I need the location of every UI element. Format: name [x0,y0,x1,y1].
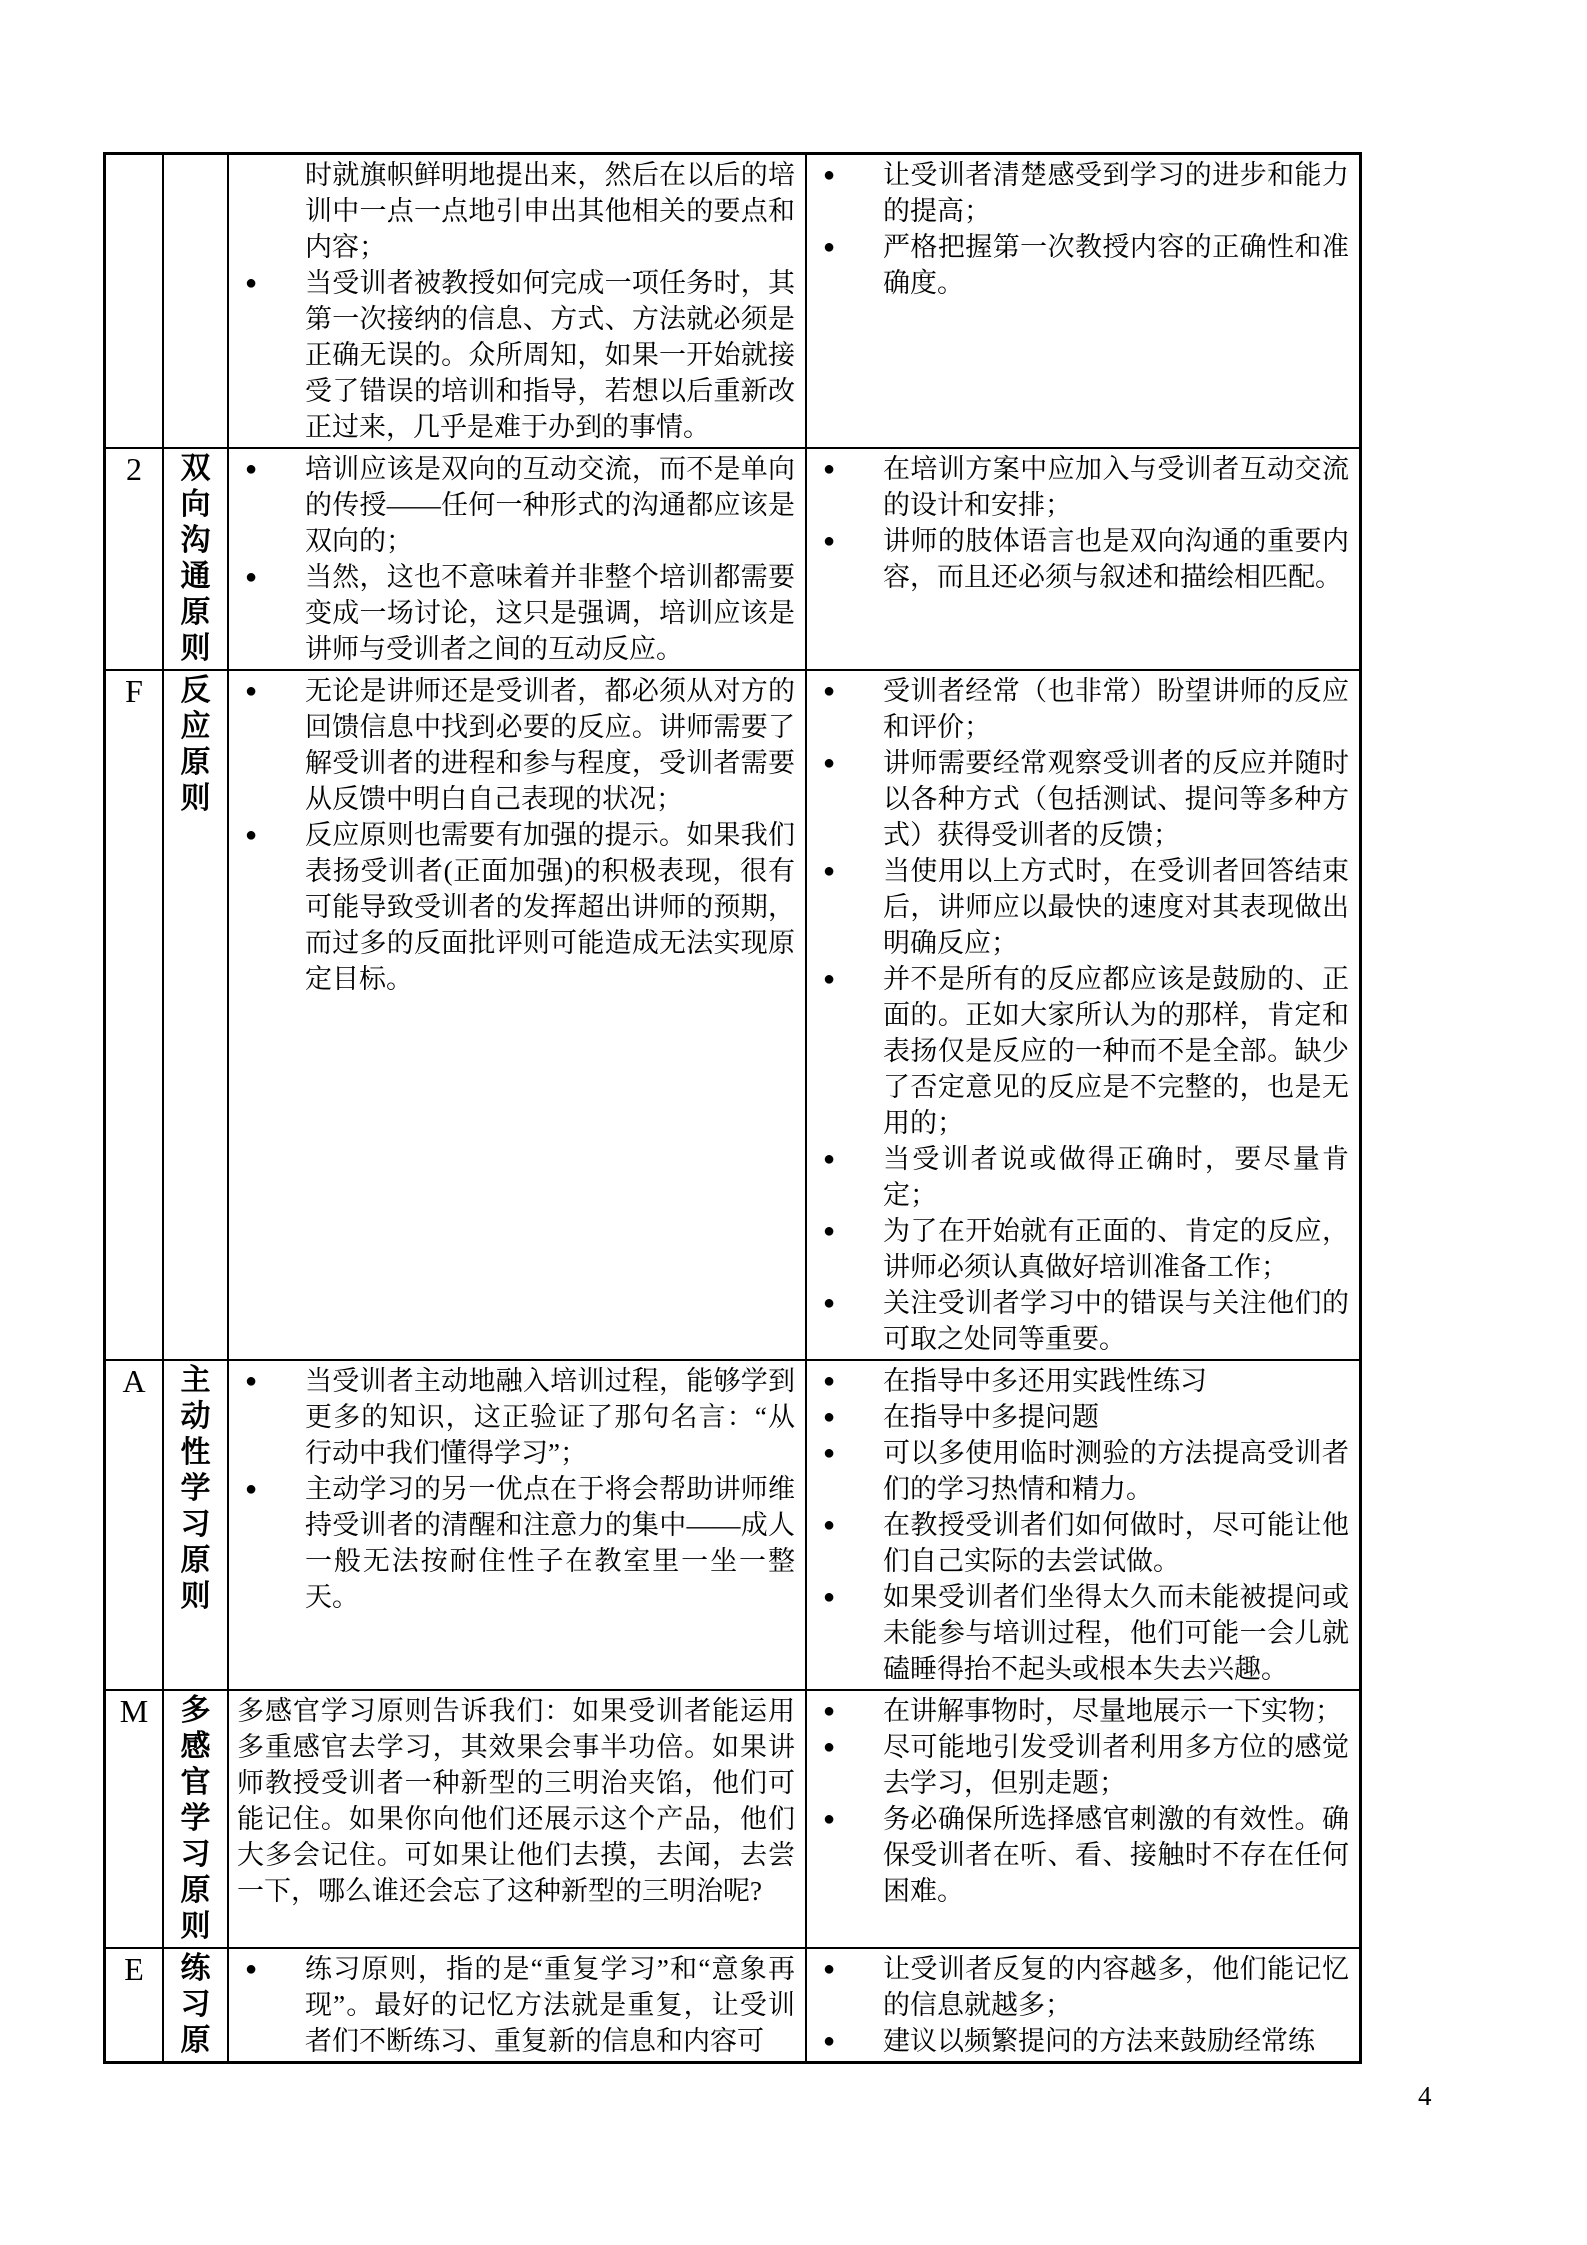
principle-title: 多感官学习原则 [180,1694,211,1943]
item-text: 在教授受训者们如何做时，尽可能让他们自己实际的去尝试做。 [883,1510,1349,1576]
principle-description-cell [228,670,806,1360]
training-principles-table [103,152,1362,2064]
list-item [229,1471,805,1615]
item-text: 让受训者反复的内容越多，他们能记忆的信息就越多； [883,1954,1349,2020]
bullet-icon: ● [823,458,836,480]
list-item [229,673,805,817]
list-item [807,961,1359,1141]
list-item [229,1951,805,2059]
list-item [807,1141,1359,1213]
list-item [229,1363,805,1471]
bullet-icon: ● [245,458,258,480]
row-title-cell [163,1948,228,2063]
row-id-cell: E [105,1948,164,2063]
item-text: 在指导中多提问题 [883,1402,1099,1432]
item-text: 多感官学习原则告诉我们：如果受训者能运用多重感官去学习，其效果会事半功倍。如果讲师教授受训者一种新型的三明治夹馅，他们可能记住。如果你向他们还展示这个产品，他们大多会记住。可如果让他们去摸，去闻，去尝一下，哪么谁还会忘了这种新型的三明治呢? [237,1696,795,1906]
principle-description-cell [228,1690,806,1948]
list-item [807,1399,1359,1435]
item-text: 尽可能地引发受训者利用多方位的感觉去学习，但别走题； [883,1732,1349,1798]
item-text: 练习原则，指的是“重复学习”和“意象再现”。最好的记忆方法就是重复，让受训者们不断练习、重复新的信息和内容可 [305,1954,795,2056]
item-text: 当受训者被教授如何完成一项任务时，其第一次接纳的信息、方式、方法就必须是正确无误的。众所周知，如果一开始就接受了错误的培训和指导，若想以后重新改正过来，几乎是难于办到的事情。 [305,268,795,442]
principle-application-cell [806,448,1361,670]
table-row [105,1690,1361,1948]
bullet-icon: ● [823,1370,836,1392]
bullet-icon: ● [823,1958,836,1980]
item-text: 反应原则也需要有加强的提示。如果我们表扬受训者(正面加强)的积极表现，很有可能导致受训者的发挥超出讲师的预期，而过多的反面批评则可能造成无法实现原定目标。 [305,820,795,994]
bullet-icon: ● [823,1220,836,1242]
item-text: 让受训者清楚感受到学习的进步和能力的提高； [883,160,1349,226]
page-number: 4 [1418,2081,1432,2111]
bullet-icon: ● [823,236,836,258]
list-item [807,1213,1359,1285]
bullet-icon: ● [823,1442,836,1464]
item-text: 当然，这也不意味着并非整个培训都需要变成一场讨论，这只是强调，培训应该是讲师与受训者之间的互动反应。 [305,562,795,664]
list-item [807,673,1359,745]
list-item [807,1951,1359,2023]
row-title-cell [163,448,228,670]
list-item [807,853,1359,961]
row-id-cell: M [105,1690,164,1948]
bullet-icon: ● [823,1514,836,1536]
item-text: 无论是讲师还是受训者，都必须从对方的回馈信息中找到必要的反应。讲师需要了解受训者的进程和参与程度，受训者需要从反馈中明白自己表现的状况； [305,676,795,814]
table-row [105,154,1361,449]
item-text: 在指导中多还用实践性练习 [883,1366,1207,1396]
list-item [229,1693,805,1909]
row-title-cell [163,1360,228,1690]
list-item [807,157,1359,229]
bullet-icon: ● [245,1370,258,1392]
list-item [807,1363,1359,1399]
item-text: 时就旗帜鲜明地提出来，然后在以后的培训中一点一点地引申出其他相关的要点和内容； [305,160,795,262]
list-item [229,451,805,559]
principle-description-cell [228,1360,806,1690]
table-row [105,448,1361,670]
principle-title: 练习原 [180,1952,211,2057]
principle-application-cell [806,1690,1361,1948]
bullet-icon: ● [245,1478,258,1500]
row-title-cell [163,670,228,1360]
item-text: 并不是所有的反应都应该是鼓励的、正面的。正如大家所认为的那样，肯定和表扬仅是反应的一种而不是全部。缺少了否定意见的反应是不完整的，也是无用的； [883,964,1349,1138]
bullet-icon: ● [245,272,258,294]
bullet-icon: ● [823,1292,836,1314]
table-row [105,670,1361,1360]
item-text: 为了在开始就有正面的、肯定的反应，讲师必须认真做好培训准备工作； [883,1216,1349,1282]
list-item [807,1507,1359,1579]
item-text: 当受训者说或做得正确时，要尽量肯定； [883,1144,1349,1210]
item-text: 讲师需要经常观察受训者的反应并随时以各种方式（包括测试、提问等多种方式）获得受训者的反馈； [883,748,1349,850]
bullet-icon: ● [823,2030,836,2052]
bullet-icon: ● [245,1958,258,1980]
principle-description-cell [228,154,806,449]
list-item [807,1729,1359,1801]
item-text: 主动学习的另一优点在于将会帮助讲师维持受训者的清醒和注意力的集中——成人一般无法按耐住性子在教室里一坐一整天。 [305,1474,795,1612]
principle-application-cell [806,1360,1361,1690]
list-item [807,2023,1359,2059]
bullet-icon: ● [823,1700,836,1722]
item-text: 在讲解事物时，尽量地展示一下实物； [883,1696,1342,1726]
item-text: 培训应该是双向的互动交流，而不是单向的传授——任何一种形式的沟通都应该是双向的； [305,454,795,556]
list-item [229,157,805,265]
bullet-icon: ● [823,1586,836,1608]
row-id-cell: F [105,670,164,1360]
principle-application-cell [806,670,1361,1360]
list-item [229,817,805,997]
list-item [807,1693,1359,1729]
principles-table-body [105,154,1361,2063]
principle-title: 主动性学习原则 [180,1364,211,1613]
bullet-icon: ● [823,968,836,990]
row-id-cell: 2 [105,448,164,670]
list-item [229,559,805,667]
item-text: 可以多使用临时测验的方法提高受训者们的学习热情和精力。 [883,1438,1349,1504]
item-text: 务必确保所选择感官刺激的有效性。确保受训者在听、看、接触时不存在任何困难。 [883,1804,1349,1906]
principle-title: 双向沟通原则 [180,452,211,665]
bullet-icon: ● [823,860,836,882]
table-row [105,1948,1361,2063]
bullet-icon: ● [245,680,258,702]
list-item [807,1801,1359,1909]
bullet-icon: ● [245,566,258,588]
bullet-icon: ● [245,824,258,846]
bullet-icon: ● [823,680,836,702]
item-text: 建议以频繁提问的方法来鼓励经常练 [883,2026,1315,2056]
bullet-icon: ● [823,164,836,186]
item-text: 严格把握第一次教授内容的正确性和准确度。 [883,232,1349,298]
item-text: 当使用以上方式时，在受训者回答结束后，讲师应以最快的速度对其表现做出明确反应； [883,856,1349,958]
list-item [807,1285,1359,1357]
list-item [807,451,1359,523]
principle-description-cell [228,1948,806,2063]
row-id-cell: A [105,1360,164,1690]
list-item [807,229,1359,301]
row-title-cell [163,1690,228,1948]
item-text: 在培训方案中应加入与受训者互动交流的设计和安排； [883,454,1349,520]
list-item [807,745,1359,853]
bullet-icon: ● [823,1148,836,1170]
bullet-icon: ● [823,530,836,552]
item-text: 当受训者主动地融入培训过程，能够学到更多的知识，这正验证了那句名言：“从行动中我们懂得学习”； [305,1366,795,1468]
table-row [105,1360,1361,1690]
list-item [229,265,805,445]
bullet-icon: ● [823,1406,836,1428]
item-text: 讲师的肢体语言也是双向沟通的重要内容，而且还必须与叙述和描绘相匹配。 [883,526,1349,592]
row-id-cell [105,154,164,449]
bullet-icon: ● [823,1736,836,1758]
row-title-cell [163,154,228,449]
list-item [807,1435,1359,1507]
item-text: 如果受训者们坐得太久而未能被提问或未能参与培训过程，他们可能一会儿就磕睡得抬不起头或根本失去兴趣。 [883,1582,1349,1684]
principle-application-cell [806,1948,1361,2063]
list-item [807,523,1359,595]
principle-description-cell [228,448,806,670]
bullet-icon: ● [823,752,836,774]
bullet-icon: ● [823,1808,836,1830]
list-item [807,1579,1359,1687]
principle-title: 反应原则 [180,674,211,815]
item-text: 受训者经常（也非常）盼望讲师的反应和评价； [883,676,1349,742]
principle-application-cell [806,154,1361,449]
item-text: 关注受训者学习中的错误与关注他们的可取之处同等重要。 [883,1288,1349,1354]
